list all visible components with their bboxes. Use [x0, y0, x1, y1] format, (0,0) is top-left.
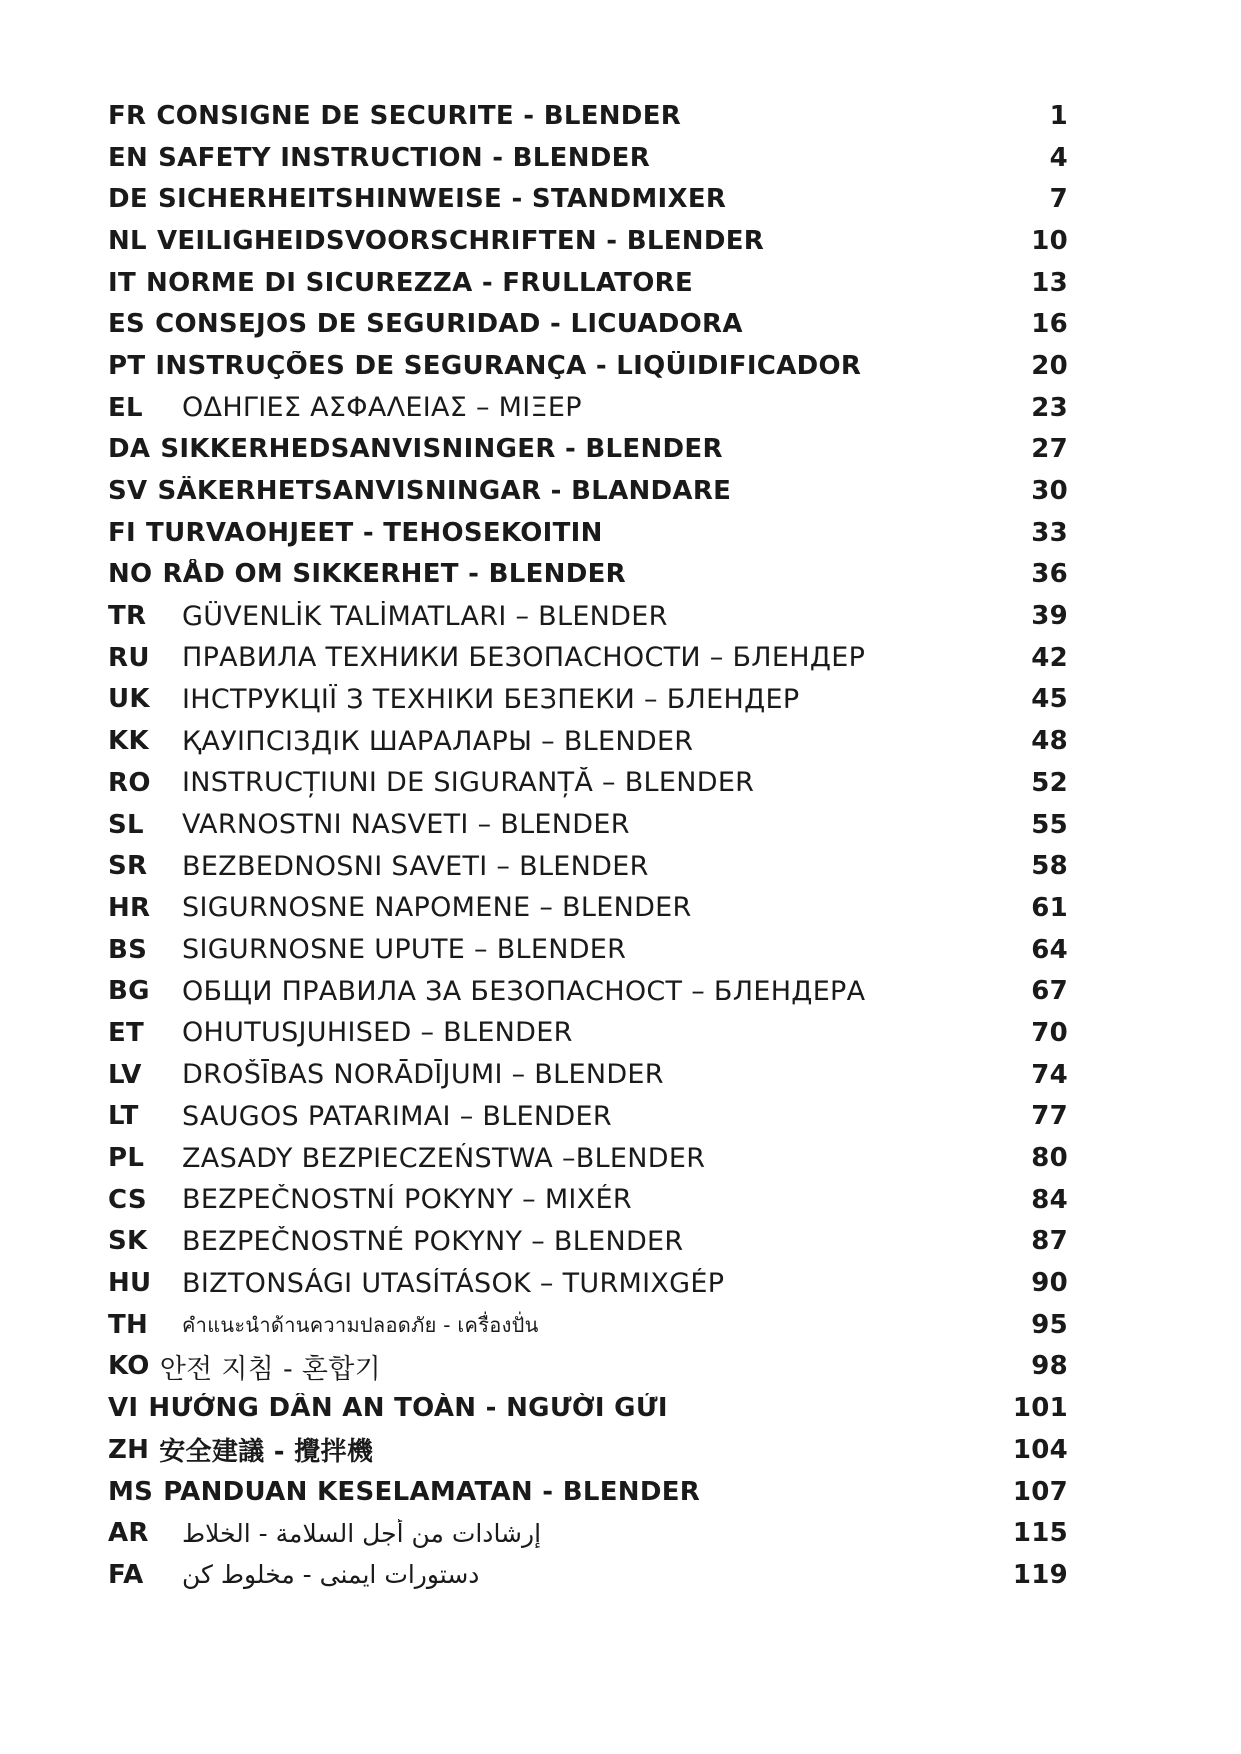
section-title: ZASADY BEZPIECZEŃSTWA –BLENDER	[182, 1142, 706, 1174]
toc-row	[108, 178, 1068, 220]
section-title: SICHERHEITSHINWEISE - STANDMIXER	[157, 184, 727, 215]
page-number: 67	[1031, 976, 1068, 1007]
section-title: BEZPEČNOSTNÍ POKYNY – MIXÉR	[182, 1184, 632, 1216]
toc-row	[108, 845, 1068, 887]
section-title: BEZBEDNOSNI SAVETI – BLENDER	[182, 850, 649, 882]
language-code: SV	[108, 476, 148, 507]
language-code: AR	[108, 1518, 149, 1549]
language-code: RO	[108, 767, 151, 798]
section-title: دستورات ایمنی - مخلوط کن	[182, 1560, 480, 1590]
page-number: 45	[1031, 684, 1068, 715]
page-number: 7	[1049, 184, 1068, 215]
section-title: VEILIGHEIDSVOORSCHRIFTEN - BLENDER	[156, 225, 765, 256]
toc-row	[108, 1262, 1068, 1304]
language-code: PL	[108, 1143, 145, 1174]
language-code: RU	[108, 642, 150, 673]
page-number: 64	[1031, 934, 1068, 965]
page-number: 95	[1031, 1309, 1068, 1340]
language-code: MS	[108, 1476, 154, 1507]
language-code: TH	[108, 1309, 149, 1340]
toc-row	[108, 1554, 1068, 1596]
page-number: 52	[1031, 767, 1068, 798]
page-number: 55	[1031, 809, 1068, 840]
section-title: INSTRUCȚIUNI DE SIGURANȚĂ – BLENDER	[182, 767, 755, 799]
language-code: SL	[108, 809, 144, 840]
section-title: TURVAOHJEET - TEHOSEKOITIN	[146, 517, 603, 548]
language-code: UK	[108, 684, 150, 715]
language-code: KO	[108, 1351, 150, 1382]
language-code: KK	[108, 726, 149, 757]
language-code: NL	[108, 225, 147, 256]
section-title: SAUGOS PATARIMAI – BLENDER	[182, 1100, 612, 1132]
section-title: ОБЩИ ПРАВИЛА ЗА БЕЗОПАСНОСТ – БЛЕНДЕРА	[182, 975, 866, 1007]
page-number: 84	[1031, 1184, 1068, 1215]
language-code: SR	[108, 851, 148, 882]
section-title: SÄKERHETSANVISNINGAR - BLANDARE	[157, 476, 732, 507]
language-code: SK	[108, 1226, 148, 1257]
toc-row	[108, 470, 1068, 512]
toc-row	[108, 345, 1068, 387]
toc-row	[108, 679, 1068, 721]
language-code: HU	[108, 1268, 152, 1299]
toc-row	[108, 720, 1068, 762]
page-number: 42	[1031, 642, 1068, 673]
page-number: 4	[1049, 142, 1068, 173]
section-title: BEZPEČNOSTNÉ POKYNY – BLENDER	[182, 1225, 684, 1257]
page-number: 20	[1031, 350, 1068, 381]
section-title: 安全建議 - 攪拌機	[159, 1437, 374, 1468]
toc-row	[108, 512, 1068, 554]
section-title: SIKKERHEDSANVISNINGER - BLENDER	[160, 434, 723, 465]
language-code: VI	[108, 1393, 139, 1424]
page-number: 1	[1049, 100, 1068, 131]
section-title: VARNOSTNI NASVETI – BLENDER	[182, 809, 630, 841]
page-number: 30	[1031, 476, 1068, 507]
toc-row	[108, 637, 1068, 679]
toc-row	[108, 220, 1068, 262]
page-number: 36	[1031, 559, 1068, 590]
toc-row	[108, 595, 1068, 637]
section-title: CONSIGNE DE SECURITE - BLENDER	[156, 100, 682, 131]
page-number: 119	[1012, 1559, 1068, 1590]
page-number: 98	[1031, 1351, 1068, 1382]
toc-row	[108, 1429, 1068, 1471]
section-title: ΟΔΗΓΙΕΣ ΑΣΦΑΛΕΙΑΣ – ΜΙΞΕΡ	[182, 392, 582, 424]
language-code: BG	[108, 976, 150, 1007]
section-title: ІНСТРУКЦІЇ З ТЕХНІКИ БЕЗПЕКИ – БЛЕНДЕР	[182, 683, 800, 715]
toc-row	[108, 387, 1068, 429]
language-code: NO	[108, 559, 153, 590]
page-number: 101	[1012, 1393, 1068, 1424]
page-number: 77	[1031, 1101, 1068, 1132]
toc-row	[108, 1179, 1068, 1221]
language-code: ES	[108, 309, 146, 340]
page-number: 80	[1031, 1143, 1068, 1174]
page-number: 70	[1031, 1017, 1068, 1048]
section-title: PANDUAN KESELAMATAN - BLENDER	[163, 1476, 701, 1507]
page-number: 27	[1031, 434, 1068, 465]
page-number: 104	[1012, 1434, 1068, 1465]
section-title: DROŠĪBAS NORĀDĪJUMI – BLENDER	[182, 1059, 664, 1091]
toc-row	[108, 429, 1068, 471]
page-number: 33	[1031, 517, 1068, 548]
section-title: إرشادات من أجل السلامة - الخلاط	[182, 1518, 542, 1548]
language-code: FA	[108, 1559, 144, 1590]
toc-row	[108, 1512, 1068, 1554]
page-number: 48	[1031, 726, 1068, 757]
language-code: ET	[108, 1017, 145, 1048]
section-title: ҚАУІПСІЗДІК ШАРАЛАРЫ – BLENDER	[182, 725, 694, 757]
page-number: 10	[1031, 225, 1068, 256]
section-title: INSTRUÇÕES DE SEGURANÇA - LIQÜIDIFICADOR	[155, 350, 862, 381]
section-title: CONSEJOS DE SEGURIDAD - LICUADORA	[155, 309, 743, 340]
toc-row	[108, 1221, 1068, 1263]
page-number: 115	[1012, 1518, 1068, 1549]
page-number: 16	[1031, 309, 1068, 340]
language-code: EN	[108, 142, 149, 173]
section-title: NORME DI SICUREZZA - FRULLATORE	[146, 267, 694, 298]
toc-row	[108, 1137, 1068, 1179]
language-code: LV	[108, 1059, 142, 1090]
section-title: RÅD OM SIKKERHET - BLENDER	[162, 559, 626, 590]
language-code: LT	[108, 1101, 139, 1132]
language-code: DA	[108, 434, 151, 465]
section-title: GÜVENLİK TALİMATLARI – BLENDER	[182, 600, 668, 632]
section-title: 안전 지침 - 혼합기	[159, 1353, 382, 1385]
section-title: BIZTONSÁGI UTASÍTÁSOK – TURMIXGÉP	[182, 1267, 725, 1299]
language-code: CS	[108, 1184, 147, 1215]
section-title: ПРАВИЛА ТЕХНИКИ БЕЗОПАСНОСТИ – БЛЕНДЕР	[182, 642, 866, 674]
section-title: OHUTUSJUHISED – BLENDER	[182, 1017, 573, 1049]
toc-row	[108, 1387, 1068, 1429]
section-title: คําแนะนําด้านความปลอดภัย - เครื่องปั่น	[182, 1312, 539, 1337]
language-code: ZH	[108, 1434, 150, 1465]
page-number: 58	[1031, 851, 1068, 882]
toc-row	[108, 303, 1068, 345]
toc-row	[108, 554, 1068, 596]
page-number: 90	[1031, 1268, 1068, 1299]
section-title: SAFETY INSTRUCTION - BLENDER	[158, 142, 651, 173]
language-code: EL	[108, 392, 143, 423]
language-code: HR	[108, 892, 151, 923]
page-number: 74	[1031, 1059, 1068, 1090]
table-of-contents	[108, 95, 1068, 1596]
page-number: 39	[1031, 601, 1068, 632]
page-number: 23	[1031, 392, 1068, 423]
language-code: IT	[108, 267, 137, 298]
toc-row	[108, 1471, 1068, 1513]
page-number: 13	[1031, 267, 1068, 298]
toc-row	[108, 95, 1068, 137]
page-number: 87	[1031, 1226, 1068, 1257]
section-title: SIGURNOSNE UPUTE – BLENDER	[182, 934, 627, 966]
toc-row	[108, 762, 1068, 804]
section-title: HƯỚNG DẪN AN TOÀN - NGƯỜI GỬI	[148, 1393, 668, 1424]
page-number: 107	[1012, 1476, 1068, 1507]
toc-row	[108, 1012, 1068, 1054]
toc-row	[108, 887, 1068, 929]
language-code: FI	[108, 517, 137, 548]
section-title: SIGURNOSNE NAPOMENE – BLENDER	[182, 892, 692, 924]
language-code: PT	[108, 350, 146, 381]
toc-row	[108, 1304, 1068, 1346]
toc-row	[108, 1054, 1068, 1096]
page-number: 61	[1031, 892, 1068, 923]
language-code: FR	[108, 100, 147, 131]
toc-row	[108, 1096, 1068, 1138]
toc-row	[108, 970, 1068, 1012]
toc-row	[108, 929, 1068, 971]
toc-row	[108, 1346, 1068, 1388]
toc-row	[108, 137, 1068, 179]
language-code: BS	[108, 934, 148, 965]
language-code: TR	[108, 601, 147, 632]
language-code: DE	[108, 184, 148, 215]
toc-row	[108, 804, 1068, 846]
toc-row	[108, 262, 1068, 304]
